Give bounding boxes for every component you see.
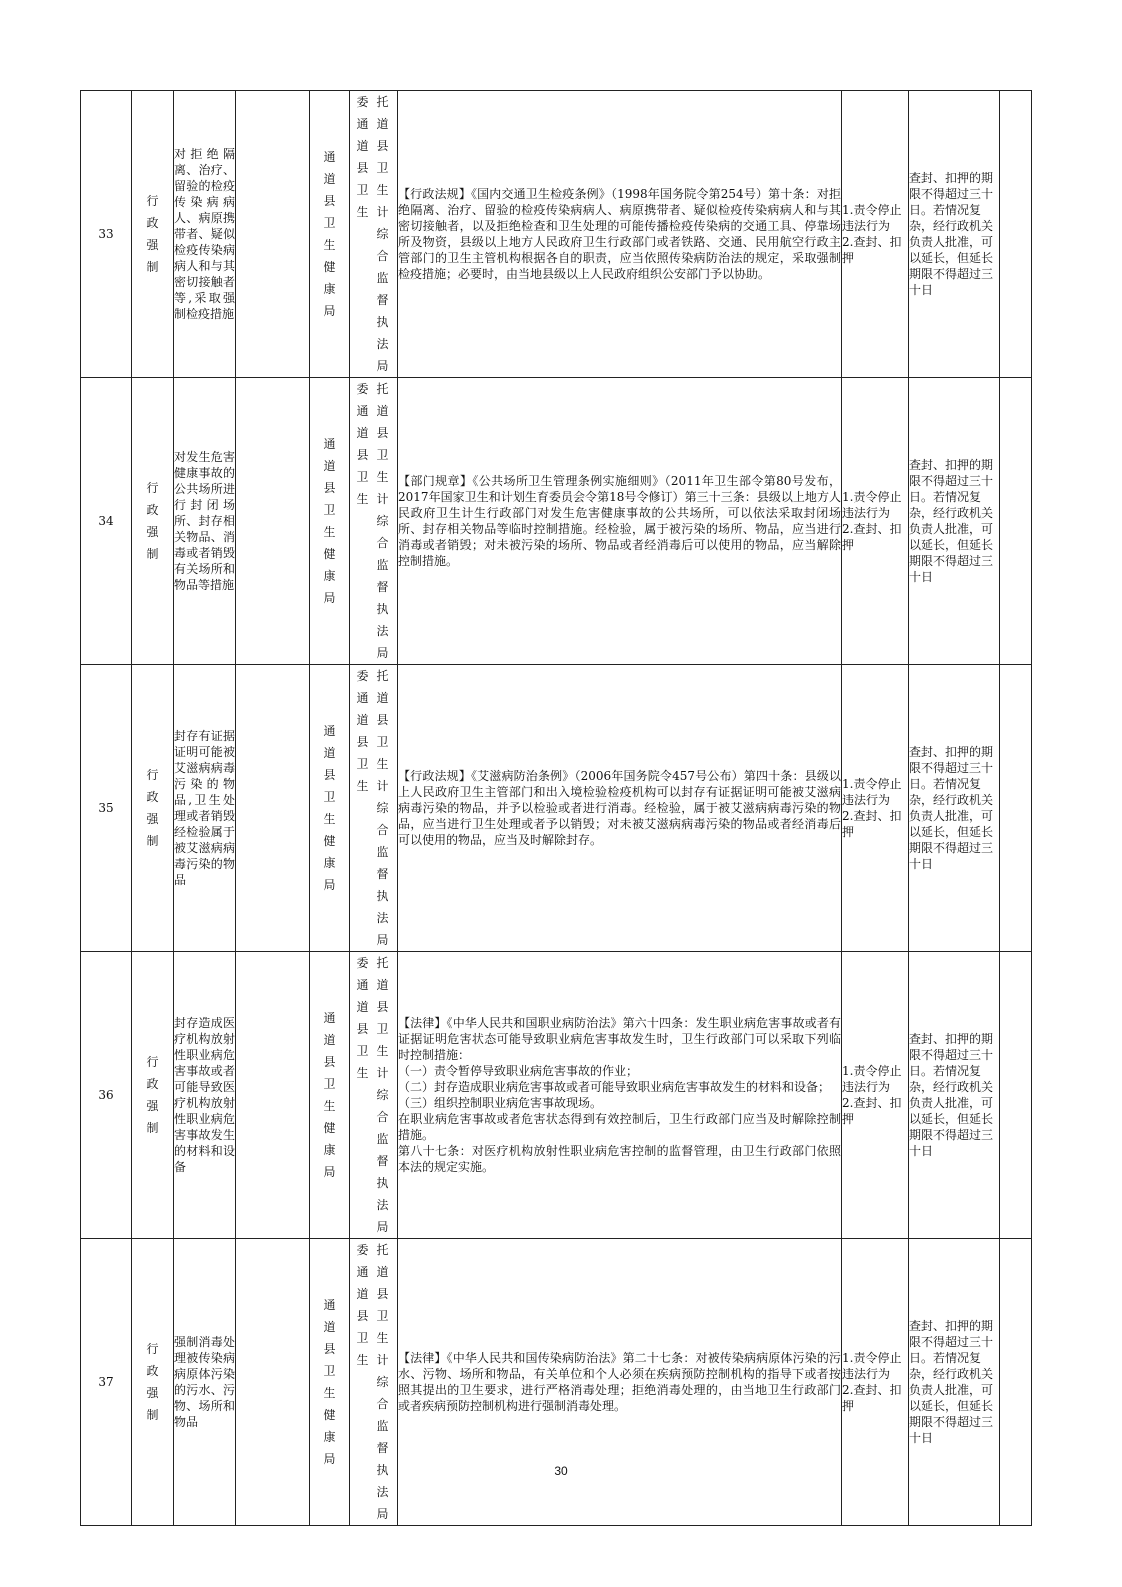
item-name-cell: 封存造成医疗机构放射性职业病危害事故或者可能导致医疗机构放射性职业病危害事故发生的材料和设备 xyxy=(174,952,236,1239)
item-name-cell: 对发生危害健康事故的公共场所进行封闭场所、封存相关物品、消毒或者销毁有关场所和物品等措施 xyxy=(174,378,236,665)
item-name-cell: 封存有证据证明可能被艾滋病病毒污染的物品,卫生处理或者销毁经检验属于被艾滋病病毒污染的物品 xyxy=(174,665,236,952)
agency-text-left: 委通道县卫生 xyxy=(356,95,369,219)
category-text: 行政强制 xyxy=(146,768,159,848)
agency-text-right: 托道县卫生计综合监督执法局 xyxy=(376,956,389,1234)
table-row xyxy=(81,665,1032,952)
implementer-cell xyxy=(310,1239,350,1526)
time-limit-cell: 查封、扣押的期限不得超过三十日。若情况复杂，经行政机关负责人批准，可以延长，但延长期限不得超过三十日 xyxy=(909,378,1000,665)
agency-text-right: 托道县卫生计综合监督执法局 xyxy=(376,382,389,660)
legal-basis-cell: 【部门规章】《公共场所卫生管理条例实施细则》（2011年卫生部令第80号发布，2017年国家卫生和计划生育委员会令第18号令修订）第三十三条：县级以上地方人民政府卫生计生行政部门对发生危害健康事故的公共场所，可以依法采取封闭场所、封存相关物品等临时控制措施。经检验，属于被污染的场所、物品，应当进行消毒或者销毁；对未被污染的场所、物品或者经消毒后可以使用的物品，应当解除控制措施。 xyxy=(398,378,842,665)
item-name-cell: 强制消毒处理被传染病病原体污染的污水、污物、场所和物品 xyxy=(174,1239,236,1526)
implementer-text: 通道县卫生健康局 xyxy=(323,150,336,318)
item-name-cell: 对拒绝隔离、治疗、留验的检疫传染病病人、病原携带者、疑似检疫传染病病人和与其密切接触者等,采取强制检疫措施 xyxy=(174,91,236,378)
agency-cell xyxy=(350,952,398,1239)
agency-text-left: 委通道县卫生 xyxy=(356,669,369,793)
time-limit-cell: 查封、扣押的期限不得超过三十日。若情况复杂，经行政机关负责人批准，可以延长，但延长期限不得超过三十日 xyxy=(909,665,1000,952)
blank-cell xyxy=(236,665,310,952)
blank-cell xyxy=(236,952,310,1239)
remarks-cell xyxy=(1000,378,1032,665)
agency-cell xyxy=(350,665,398,952)
legal-basis-cell: 【行政法规】《国内交通卫生检疫条例》（1998年国务院令第254号）第十条：对拒绝隔离、治疗、留验的检疫传染病病人、病原携带者、疑似检疫传染病病人和与其密切接触者，以及拒绝检查和卫生处理的可能传播检疫传染病的交通工具、停靠场所及物资，县级以上地方人民政府卫生行政部门或者铁路、交通、民用航空行政主管部门的卫生主管机构根据各自的职责，应当依照传染病防治法的规定，采取强制检疫措施；必要时，由当地县级以上人民政府组织公安部门予以协助。 xyxy=(398,91,842,378)
enforcement-form-cell: 1.责令停止违法行为 2.查封、扣押 xyxy=(842,91,909,378)
category-cell xyxy=(132,91,174,378)
category-cell xyxy=(132,378,174,665)
agency-text-right: 托道县卫生计综合监督执法局 xyxy=(376,1243,389,1521)
agency-text-left: 委通道县卫生 xyxy=(356,956,369,1080)
table-row xyxy=(81,378,1032,665)
table-row xyxy=(81,91,1032,378)
blank-cell xyxy=(236,378,310,665)
agency-cell xyxy=(350,1239,398,1526)
implementer-text: 通道县卫生健康局 xyxy=(323,1298,336,1466)
implementer-text: 通道县卫生健康局 xyxy=(323,724,336,892)
category-text: 行政强制 xyxy=(146,481,159,561)
category-text: 行政强制 xyxy=(146,1055,159,1135)
implementer-text: 通道县卫生健康局 xyxy=(323,1011,336,1179)
agency-text-right: 托道县卫生计综合监督执法局 xyxy=(376,669,389,947)
category-cell xyxy=(132,665,174,952)
agency-text-left: 委通道县卫生 xyxy=(356,382,369,506)
enforcement-form-cell: 1.责令停止违法行为 2.查封、扣押 xyxy=(842,665,909,952)
enforcement-form-cell: 1.责令停止违法行为 2.查封、扣押 xyxy=(842,378,909,665)
blank-cell xyxy=(236,91,310,378)
remarks-cell xyxy=(1000,952,1032,1239)
legal-basis-cell: 【法律】《中华人民共和国传染病防治法》第二十七条：对被传染病病原体污染的污水、污物、场所和物品，有关单位和个人必须在疾病预防控制机构的指导下或者按照其提出的卫生要求，进行严格消毒处理；拒绝消毒处理的，由当地卫生行政部门或者疾病预防控制机构进行强制消毒处理。 xyxy=(398,1239,842,1526)
row-number: 37 xyxy=(81,1239,132,1526)
agency-text-left: 委通道县卫生 xyxy=(356,1243,369,1367)
page-number: 30 xyxy=(554,1464,568,1478)
implementer-cell xyxy=(310,378,350,665)
blank-cell xyxy=(236,1239,310,1526)
legal-basis-cell: 【行政法规】《艾滋病防治条例》（2006年国务院令457号公布）第四十条：县级以上人民政府卫生主管部门和出入境检验检疫机构可以封存有证据证明可能被艾滋病病毒污染的物品，并予以检验或者进行消毒。经检验，属于被艾滋病病毒污染的物品，应当进行卫生处理或者予以销毁；对未被艾滋病病毒污染的物品或者经消毒后可以使用的物品，应当及时解除封存。 xyxy=(398,665,842,952)
row-number: 34 xyxy=(81,378,132,665)
row-number: 33 xyxy=(81,91,132,378)
implementer-text: 通道县卫生健康局 xyxy=(323,437,336,605)
legal-basis-cell: 【法律】《中华人民共和国职业病防治法》第六十四条：发生职业病危害事故或者有证据证明危害状态可能导致职业病危害事故发生时，卫生行政部门可以采取下列临时控制措施： （一）责令暂停导致职业病危害事故的作业； （二）封存造成职业病危害事故或者可能导致职业病危害事故发生的材料和设备； （三）组织控制职业病危害事故现场。 在职业病危害事故或者危害状态得到有效控制后，卫生行政部门应当及时解除控制措施。 第八十七条：对医疗机构放射性职业病危害控制的监督管理，由卫生行政部门依照本法的规定实施。 xyxy=(398,952,842,1239)
time-limit-cell: 查封、扣押的期限不得超过三十日。若情况复杂，经行政机关负责人批准，可以延长，但延长期限不得超过三十日 xyxy=(909,1239,1000,1526)
remarks-cell xyxy=(1000,1239,1032,1526)
enforcement-form-cell: 1.责令停止违法行为 2.查封、扣押 xyxy=(842,952,909,1239)
category-cell xyxy=(132,952,174,1239)
remarks-cell xyxy=(1000,91,1032,378)
agency-cell xyxy=(350,378,398,665)
implementer-cell xyxy=(310,952,350,1239)
time-limit-cell: 查封、扣押的期限不得超过三十日。若情况复杂，经行政机关负责人批准，可以延长，但延长期限不得超过三十日 xyxy=(909,91,1000,378)
enforcement-form-cell: 1.责令停止违法行为 2.查封、扣押 xyxy=(842,1239,909,1526)
agency-text-right: 托道县卫生计综合监督执法局 xyxy=(376,95,389,373)
category-cell xyxy=(132,1239,174,1526)
power-list-table xyxy=(80,90,1032,1526)
row-number: 35 xyxy=(81,665,132,952)
table-row xyxy=(81,952,1032,1239)
row-number: 36 xyxy=(81,952,132,1239)
remarks-cell xyxy=(1000,665,1032,952)
category-text: 行政强制 xyxy=(146,194,159,274)
implementer-cell xyxy=(310,665,350,952)
implementer-cell xyxy=(310,91,350,378)
time-limit-cell: 查封、扣押的期限不得超过三十日。若情况复杂，经行政机关负责人批准，可以延长，但延长期限不得超过三十日 xyxy=(909,952,1000,1239)
agency-cell xyxy=(350,91,398,378)
table-row xyxy=(81,1239,1032,1526)
category-text: 行政强制 xyxy=(146,1342,159,1422)
